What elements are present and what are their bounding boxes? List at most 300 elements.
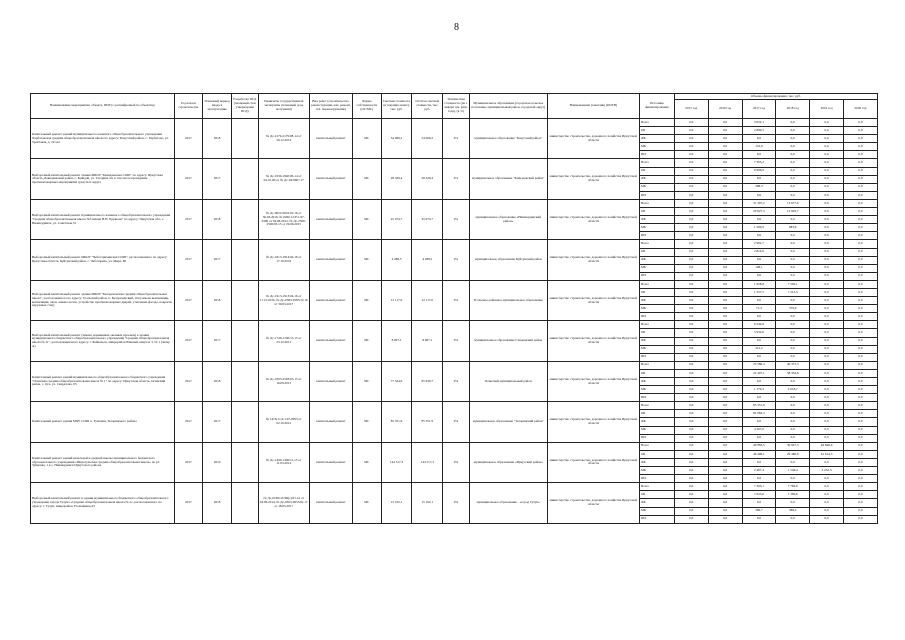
funding-source-cell: Всего xyxy=(639,240,674,248)
funding-value-cell: 0,0 xyxy=(674,143,708,151)
funding-value-cell: 0,0 xyxy=(674,305,708,313)
funding-value-cell: 2 018,7 xyxy=(776,386,810,394)
funding-value-cell: 683,9 xyxy=(776,224,810,232)
funding-value-cell: 0,0 xyxy=(843,337,877,345)
funding-value-cell: 0,0 xyxy=(708,458,742,466)
funding-source-cell: Всего xyxy=(639,361,674,369)
funding-value-cell: 0,0 xyxy=(674,475,708,483)
funding-source-cell: Всего xyxy=(639,159,674,167)
object-name: Выборочный капитальный ремонт здания МБОУ "Баяндаевская СОШ" по адресу: Иркутская область, Баяндаевский район, с. Баяндай, ул. Гагарина 24, в том числе проведение противопожарных мероприятий средств в округе xyxy=(31,159,175,199)
col-psd: Разработка ПСД (плановый срок утверждения ПСД) xyxy=(231,94,258,119)
funding-value-cell: 0,0 xyxy=(708,329,742,337)
expertise-cell: № Дс-2179-2179/08-14 от 26.12.2014 xyxy=(258,119,309,159)
funding-value-cell: 0,0 xyxy=(843,458,877,466)
psd-cell xyxy=(231,483,258,523)
funding-value-cell: 0,0 xyxy=(776,232,810,240)
funding-value-cell: 0,0 xyxy=(708,442,742,450)
funding-value-cell: 368,3 xyxy=(742,183,776,191)
funding-value-cell: 0,0 xyxy=(810,329,844,337)
funding-value-cell: 0,0 xyxy=(843,232,877,240)
funding-value-cell: 0,0 xyxy=(810,458,844,466)
funding-value-cell: 0,0 xyxy=(708,288,742,296)
funding-value-cell: 312,2 xyxy=(742,345,776,353)
funding-value-cell: 0,0 xyxy=(674,369,708,377)
municipality-cell: муниципальное образование Слюдянский район xyxy=(469,321,547,361)
funding-value-cell: 0,0 xyxy=(810,345,844,353)
funding-value-cell: 31 397,2 xyxy=(742,199,776,207)
funding-source-cell: ФБ xyxy=(639,135,674,143)
funding-value-cell: 0,0 xyxy=(776,499,810,507)
col-ownership: Форма собственности (ОС/МС) xyxy=(352,94,381,119)
funding-value-cell: 0,0 xyxy=(708,386,742,394)
funding-source-cell: ИИ xyxy=(639,232,674,240)
funding-value-cell: 0,0 xyxy=(708,450,742,458)
expertise-cell: № Дс-1740-1740/15.13 от 23.12.2013 xyxy=(258,321,309,361)
funding-value-cell: 0,0 xyxy=(843,361,877,369)
funding-value-cell: 0,0 xyxy=(810,507,844,515)
work-type-cell: капитальный ремонт xyxy=(309,361,352,401)
funding-value-cell: 0,0 xyxy=(674,483,708,491)
funding-value-cell: 0,0 xyxy=(810,151,844,159)
funding-value-cell: 0,0 xyxy=(674,208,708,216)
funding-value-cell: 0,0 xyxy=(843,329,877,337)
funding-value-cell: 0,0 xyxy=(810,313,844,321)
grbs-cell: министерство строительства, дорожного хозяйства Иркутской области xyxy=(547,321,639,361)
year-commission-cell: 2018 xyxy=(203,361,232,401)
funding-source-cell: ФБ xyxy=(639,175,674,183)
funding-value-cell: 0,0 xyxy=(843,369,877,377)
funding-value-cell: 0,0 xyxy=(810,280,844,288)
funding-value-cell: 2 487,4 xyxy=(742,467,776,475)
funding-value-cell: 0,0 xyxy=(708,369,742,377)
funding-value-cell: 0,0 xyxy=(810,305,844,313)
funding-value-cell: 0,0 xyxy=(742,191,776,199)
table-row xyxy=(31,483,878,491)
funding-value-cell: 0,0 xyxy=(843,127,877,135)
readiness-cell: 0% xyxy=(443,321,470,361)
funding-source-cell: МБ xyxy=(639,426,674,434)
funding-value-cell: 0,0 xyxy=(674,378,708,386)
col-year-start: Год начала строительства xyxy=(174,94,203,119)
grbs-cell: министерство строительства, дорожного хозяйства Иркутской области xyxy=(547,402,639,442)
funding-value-cell: 0,0 xyxy=(708,240,742,248)
funding-value-cell: 0,0 xyxy=(810,386,844,394)
psd-cell xyxy=(231,119,258,159)
funding-source-cell: МБ xyxy=(639,143,674,151)
funding-value-cell: 0,0 xyxy=(708,248,742,256)
funding-value-cell: 7 212,5 xyxy=(776,288,810,296)
funding-value-cell: 2 814,6 xyxy=(742,248,776,256)
funding-value-cell: 0,0 xyxy=(810,224,844,232)
funding-value-cell: 0,0 xyxy=(674,199,708,207)
funding-value-cell: 0,0 xyxy=(776,475,810,483)
funding-value-cell: 0,0 xyxy=(843,280,877,288)
funding-value-cell: 0,0 xyxy=(776,378,810,386)
readiness-cell: 0% xyxy=(443,199,470,239)
funding-value-cell: 3 232,3 xyxy=(810,467,844,475)
year-start-cell: 2017 xyxy=(174,442,203,482)
funding-source-cell: ФБ xyxy=(639,458,674,466)
funding-source-cell: ИИ xyxy=(639,151,674,159)
funding-value-cell: 0,0 xyxy=(776,175,810,183)
grbs-cell: министерство строительства, дорожного хозяйства Иркутской области xyxy=(547,199,639,239)
funding-value-cell: 0,0 xyxy=(674,467,708,475)
col-year: 2020 год xyxy=(843,100,877,119)
funding-value-cell: 0,0 xyxy=(708,135,742,143)
funding-value-cell: 0,0 xyxy=(742,515,776,523)
ownership-cell: МС xyxy=(352,402,381,442)
grbs-cell: министерство строительства, дорожного хозяйства Иркутской области xyxy=(547,280,639,320)
funding-value-cell: 0,0 xyxy=(742,135,776,143)
funding-value-cell: 0,0 xyxy=(843,135,877,143)
funding-source-cell: ИИ xyxy=(639,191,674,199)
funding-source-cell: ФБ xyxy=(639,256,674,264)
funding-value-cell: 0,0 xyxy=(810,175,844,183)
funding-source-cell: МБ xyxy=(639,345,674,353)
funding-value-cell: 0,0 xyxy=(843,272,877,280)
readiness-cell: 0% xyxy=(443,402,470,442)
funding-value-cell: 0,0 xyxy=(810,491,844,499)
funding-source-cell: ОБ xyxy=(639,410,674,418)
object-name: Капитальный ремонт зданий муниципального казенного общеобразовательного учреждения Харбатовская средняя общеобразовательная школа по адресу: Качугский район, с. Харбатово, ул. Трактовая, д. 19 ххх xyxy=(31,119,175,159)
funding-value-cell: 49 883,5 xyxy=(742,442,776,450)
funding-value-cell: 0,0 xyxy=(674,450,708,458)
funding-value-cell: 0,0 xyxy=(708,151,742,159)
funding-value-cell: 148,1 xyxy=(742,264,776,272)
funding-source-cell: ОБ xyxy=(639,288,674,296)
year-commission-cell: 2018 xyxy=(203,483,232,523)
funding-value-cell: 0,0 xyxy=(776,337,810,345)
funding-table xyxy=(30,93,878,524)
funding-source-cell: ОБ xyxy=(639,127,674,135)
funding-value-cell: 0,0 xyxy=(708,191,742,199)
funding-source-cell: ФБ xyxy=(639,418,674,426)
funding-value-cell: 0,0 xyxy=(810,264,844,272)
funding-value-cell: 0,0 xyxy=(674,321,708,329)
funding-value-cell: 0,0 xyxy=(843,248,877,256)
work-type-cell: капитальный ремонт xyxy=(309,119,352,159)
funding-source-cell: МБ xyxy=(639,183,674,191)
funding-source-cell: МБ xyxy=(639,264,674,272)
table-row xyxy=(31,361,878,369)
ownership-cell: МС xyxy=(352,280,381,320)
funding-value-cell: 0,0 xyxy=(843,167,877,175)
funding-value-cell: 0,0 xyxy=(843,143,877,151)
object-name: Капитальный ремонт зданий муниципального общеобразовательного бюджетного учреждения "Осинская средняя общеобразовательная школа № 1" по адресу: Иркутская область, Осинский район, с. Оса, ул. Свердлова, 63 xyxy=(31,361,175,401)
funding-value-cell: 0,0 xyxy=(674,337,708,345)
funding-value-cell: 0,0 xyxy=(708,175,742,183)
funding-value-cell: 38 354,6 xyxy=(776,369,810,377)
work-type-cell: капитальный ремонт xyxy=(309,240,352,280)
grbs-cell: министерство строительства, дорожного хозяйства Иркутской области xyxy=(547,483,639,523)
remaining-cost-cell: 8 067,1 xyxy=(412,321,443,361)
funding-source-cell: ФБ xyxy=(639,337,674,345)
estimated-cost-cell: 15 162,1 xyxy=(381,483,412,523)
table-row xyxy=(31,199,878,207)
funding-value-cell: 0,0 xyxy=(776,216,810,224)
funding-source-cell: ИИ xyxy=(639,313,674,321)
ownership-cell: МС xyxy=(352,483,381,523)
funding-value-cell: 0,0 xyxy=(843,353,877,361)
funding-value-cell: 29 380,9 xyxy=(776,450,810,458)
funding-value-cell: 0,0 xyxy=(810,297,844,305)
funding-value-cell: 0,0 xyxy=(843,119,877,127)
funding-value-cell: 0,0 xyxy=(843,305,877,313)
remaining-cost-cell: 85 351,9 xyxy=(412,402,443,442)
funding-value-cell: 7 769,0 xyxy=(776,483,810,491)
funding-value-cell: 0,0 xyxy=(776,183,810,191)
funding-value-cell: 29 827,3 xyxy=(742,208,776,216)
col-year: 2017 год xyxy=(742,100,776,119)
funding-value-cell: 0,0 xyxy=(843,321,877,329)
municipality-cell: муниципальное образование "Качугский район" xyxy=(469,119,547,159)
psd-cell xyxy=(231,402,258,442)
funding-value-cell: 0,0 xyxy=(708,159,742,167)
funding-value-cell: 0,0 xyxy=(843,159,877,167)
funding-value-cell: 0,0 xyxy=(742,337,776,345)
funding-value-cell: 7 023,6 xyxy=(742,491,776,499)
funding-value-cell: 0,0 xyxy=(742,394,776,402)
funding-source-cell: МБ xyxy=(639,467,674,475)
funding-value-cell: 0,0 xyxy=(708,515,742,523)
funding-value-cell: 0,0 xyxy=(843,475,877,483)
funding-value-cell: 0,0 xyxy=(843,151,877,159)
funding-value-cell: 0,0 xyxy=(674,434,708,442)
page-mark: 8 xyxy=(454,22,459,33)
col-remaining-cost: Остаток сметной стоимости, тыс. руб. xyxy=(412,94,443,119)
funding-value-cell: 0,0 xyxy=(776,329,810,337)
funding-source-cell: ФБ xyxy=(639,216,674,224)
funding-value-cell: 0,0 xyxy=(810,208,844,216)
funding-source-cell: ОБ xyxy=(639,369,674,377)
funding-value-cell: 0,0 xyxy=(810,378,844,386)
funding-value-cell: 0,0 xyxy=(708,272,742,280)
funding-value-cell: 0,0 xyxy=(674,280,708,288)
ownership-cell: МС xyxy=(352,159,381,199)
funding-value-cell: 0,0 xyxy=(674,499,708,507)
funding-source-cell: ИИ xyxy=(639,272,674,280)
funding-value-cell: 0,0 xyxy=(674,151,708,159)
funding-value-cell: 1 569,9 xyxy=(742,224,776,232)
estimated-cost-cell: 77 544,0 xyxy=(381,361,412,401)
funding-value-cell: 0,0 xyxy=(674,458,708,466)
funding-source-cell: Всего xyxy=(639,321,674,329)
funding-value-cell: 0,0 xyxy=(742,297,776,305)
funding-value-cell: 0,0 xyxy=(742,418,776,426)
work-type-cell: капитальный ремонт xyxy=(309,483,352,523)
funding-value-cell: 0,0 xyxy=(843,491,877,499)
object-name: Капитальный ремонт зданий начальной и средней школы муниципального бюджетного образовательного учреждения «Шерагульская средняя общеобразовательная школа» по ул. Зуйковка, 1 в с. Нижнеудинск Иркутского района xyxy=(31,442,175,482)
funding-value-cell: 0,0 xyxy=(674,386,708,394)
funding-value-cell: 0,0 xyxy=(708,353,742,361)
funding-value-cell: 0,0 xyxy=(776,167,810,175)
funding-source-cell: ОБ xyxy=(639,167,674,175)
municipality-cell: муниципальное образование "Заларинский район" xyxy=(469,402,547,442)
funding-value-cell: 0,0 xyxy=(776,256,810,264)
funding-value-cell: 30 927,3 xyxy=(776,442,810,450)
remaining-cost-cell: 4 288,5 xyxy=(412,240,443,280)
funding-value-cell: 0,0 xyxy=(708,491,742,499)
funding-value-cell: 13 677,6 xyxy=(776,199,810,207)
psd-cell xyxy=(231,159,258,199)
funding-value-cell: 152,6 xyxy=(742,143,776,151)
funding-value-cell: 0,0 xyxy=(674,442,708,450)
funding-value-cell: 0,0 xyxy=(776,127,810,135)
year-start-cell: 2017 xyxy=(174,361,203,401)
funding-value-cell: 0,0 xyxy=(843,256,877,264)
grbs-cell: министерство строительства, дорожного хозяйства Иркутской области xyxy=(547,240,639,280)
funding-value-cell: 369,7 xyxy=(742,507,776,515)
funding-value-cell: 0,0 xyxy=(843,410,877,418)
funding-value-cell: 0,0 xyxy=(810,159,844,167)
year-commission-cell: 2018 xyxy=(203,119,232,159)
funding-value-cell: 0,0 xyxy=(810,418,844,426)
funding-value-cell: 0,0 xyxy=(674,135,708,143)
document-page xyxy=(30,93,878,524)
funding-value-cell: 0,0 xyxy=(708,167,742,175)
funding-value-cell: 0,0 xyxy=(810,191,844,199)
funding-value-cell: 0,0 xyxy=(810,434,844,442)
funding-value-cell: 0,0 xyxy=(742,175,776,183)
ownership-cell: МС xyxy=(352,199,381,239)
funding-value-cell: 0,0 xyxy=(674,248,708,256)
funding-value-cell: 0,0 xyxy=(708,475,742,483)
municipality-cell: Усольское районное муниципальное образование xyxy=(469,280,547,320)
object-name: Выборочный капитальный ремонт муниципального казенного общеобразовательного учреждения "Средняя общеобразовательная школа №3 имени Н.Н. Буданова" по адресу: Иркутская обл., г. Нижнеудинск, ул. Советская,31 xyxy=(31,199,175,239)
psd-cell xyxy=(231,280,258,320)
funding-value-cell: 0,0 xyxy=(776,458,810,466)
object-name: Капитальный ремонт здания МОУ СОШ п. Тулюшка Заларинского района xyxy=(31,402,175,442)
table-row xyxy=(31,240,878,248)
expertise-cell: № Дс-2593-2593/05.13 от 16.09.2015 xyxy=(258,361,309,401)
readiness-cell: 0% xyxy=(443,442,470,482)
funding-value-cell: 0,0 xyxy=(810,272,844,280)
funding-value-cell: 6 244,8 xyxy=(742,321,776,329)
funding-source-cell: ОБ xyxy=(639,450,674,458)
funding-value-cell: 0,0 xyxy=(843,313,877,321)
funding-value-cell: 0,0 xyxy=(708,378,742,386)
funding-value-cell: 0,0 xyxy=(810,127,844,135)
funding-source-cell: ОБ xyxy=(639,208,674,216)
funding-value-cell: 7 393,1 xyxy=(742,483,776,491)
funding-value-cell: 0,0 xyxy=(674,313,708,321)
funding-value-cell: 0,0 xyxy=(843,386,877,394)
funding-value-cell: 0,0 xyxy=(708,143,742,151)
remaining-cost-cell: 12 117,0 xyxy=(412,280,443,320)
funding-value-cell: 0,0 xyxy=(674,127,708,135)
year-commission-cell: 2017 xyxy=(203,402,232,442)
ownership-cell: МС xyxy=(352,240,381,280)
funding-value-cell: 61 614,3 xyxy=(810,450,844,458)
remaining-cost-cell: 65 939,7 xyxy=(412,361,443,401)
funding-source-cell: Всего xyxy=(639,402,674,410)
psd-cell xyxy=(231,199,258,239)
funding-value-cell: 0,0 xyxy=(674,159,708,167)
funding-value-cell: 0,0 xyxy=(810,361,844,369)
funding-value-cell: 0,0 xyxy=(843,208,877,216)
funding-value-cell: 0,0 xyxy=(843,499,877,507)
estimated-cost-cell: 54 069,2 xyxy=(381,119,412,159)
readiness-cell: 0% xyxy=(443,280,470,320)
funding-value-cell: 0,0 xyxy=(674,402,708,410)
funding-value-cell: 46 496,1 xyxy=(742,450,776,458)
psd-cell xyxy=(231,240,258,280)
funding-value-cell: 0,0 xyxy=(776,410,810,418)
funding-value-cell: 0,0 xyxy=(843,515,877,523)
ownership-cell: МС xyxy=(352,119,381,159)
funding-source-cell: МБ xyxy=(639,386,674,394)
funding-source-cell: МБ xyxy=(639,224,674,232)
remaining-cost-cell: 28 329,4 xyxy=(412,159,443,199)
funding-value-cell: 0,0 xyxy=(708,224,742,232)
funding-value-cell: 0,0 xyxy=(776,119,810,127)
funding-value-cell: 0,0 xyxy=(708,418,742,426)
funding-value-cell: 0,0 xyxy=(708,499,742,507)
grbs-cell: министерство строительства, дорожного хозяйства Иркутской области xyxy=(547,361,639,401)
estimated-cost-cell: 45 074,7 xyxy=(381,199,412,239)
funding-value-cell: 0,0 xyxy=(810,337,844,345)
funding-source-cell: ИИ xyxy=(639,515,674,523)
funding-value-cell: 0,0 xyxy=(810,369,844,377)
funding-value-cell: 0,0 xyxy=(742,434,776,442)
funding-value-cell: 0,0 xyxy=(742,499,776,507)
col-year: 2018 год xyxy=(776,100,810,119)
funding-source-cell: ИИ xyxy=(639,353,674,361)
year-commission-cell: 2018 xyxy=(203,280,232,320)
funding-value-cell: 0,0 xyxy=(843,175,877,183)
funding-value-cell: 40 373,3 xyxy=(776,361,810,369)
col-year: 2019 год xyxy=(810,100,844,119)
year-start-cell: 2017 xyxy=(174,402,203,442)
funding-value-cell: 0,0 xyxy=(810,288,844,296)
year-start-cell: 2017 xyxy=(174,483,203,523)
funding-value-cell: 0,0 xyxy=(776,394,810,402)
funding-value-cell: 0,0 xyxy=(708,337,742,345)
funding-value-cell: 0,0 xyxy=(742,313,776,321)
funding-value-cell: 0,0 xyxy=(776,353,810,361)
funding-value-cell: 0,0 xyxy=(708,280,742,288)
funding-value-cell: 1 557,5 xyxy=(742,288,776,296)
funding-value-cell: 0,0 xyxy=(674,361,708,369)
funding-value-cell: 0,0 xyxy=(810,183,844,191)
funding-value-cell: 0,0 xyxy=(742,272,776,280)
funding-value-cell: 0,0 xyxy=(674,507,708,515)
col-estimated-cost: Сметная стоимость (в текущих ценах), тыс. руб. xyxy=(381,94,412,119)
estimated-cost-cell: 144 517,3 xyxy=(381,442,412,482)
funding-value-cell: 0,0 xyxy=(810,410,844,418)
readiness-cell: 0% xyxy=(443,119,470,159)
funding-value-cell: 7 592,1 xyxy=(776,280,810,288)
funding-value-cell: 0,0 xyxy=(810,515,844,523)
funding-value-cell: 1 628,8 xyxy=(742,280,776,288)
work-type-cell: капитальный ремонт xyxy=(309,442,352,482)
estimated-cost-cell: 4 288,5 xyxy=(381,240,412,280)
funding-value-cell: 6 996,9 xyxy=(742,167,776,175)
funding-value-cell: 0,0 xyxy=(843,434,877,442)
funding-value-cell: 0,0 xyxy=(674,410,708,418)
expertise-cell: № Дс-1813-1814/04.16 от 17.10.2016 xyxy=(258,240,309,280)
funding-source-cell: МБ xyxy=(639,507,674,515)
readiness-cell: 0% xyxy=(443,361,470,401)
estimated-cost-cell: 28 329,4 xyxy=(381,159,412,199)
funding-value-cell: 0,0 xyxy=(742,378,776,386)
year-start-cell: 2017 xyxy=(174,280,203,320)
funding-value-cell: 4 267,6 xyxy=(742,426,776,434)
funding-value-cell: 0,0 xyxy=(843,240,877,248)
expertise-cell: № Дс-1490-1490/11.13 от 11.03.2014 xyxy=(258,442,309,482)
funding-value-cell: 0,0 xyxy=(776,264,810,272)
funding-value-cell: 0,0 xyxy=(674,232,708,240)
